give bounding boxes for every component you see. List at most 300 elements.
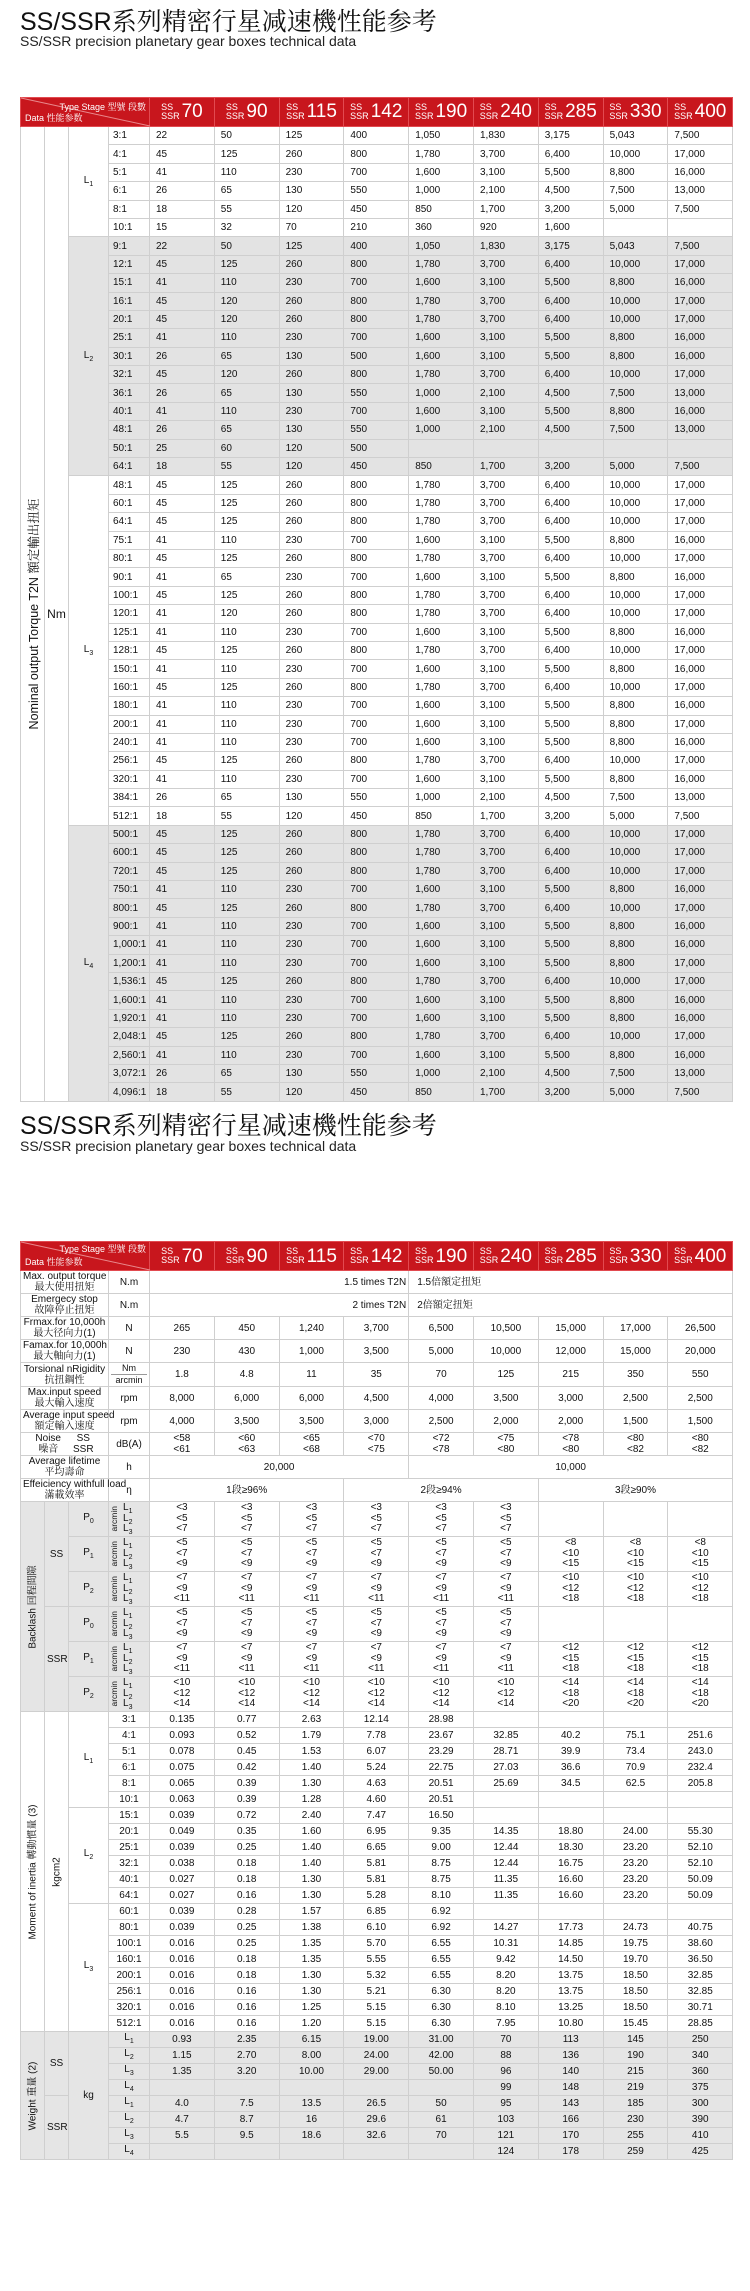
torque-value bbox=[668, 439, 733, 457]
torque-value: 110 bbox=[214, 660, 279, 678]
inertia-value: 1.40 bbox=[279, 1840, 344, 1856]
torque-value: 700 bbox=[344, 715, 409, 733]
label-text: $L_1$ bbox=[123, 1571, 133, 1585]
torque-side-label bbox=[21, 127, 45, 1102]
torque-value: 5,500 bbox=[538, 1009, 603, 1027]
model-size: 400 bbox=[694, 101, 727, 122]
ratio-cell: 10:1 bbox=[109, 218, 150, 236]
inertia-row bbox=[21, 1712, 733, 1728]
label-text: $P_2$ bbox=[83, 1581, 94, 1595]
backlash-value: <14 bbox=[367, 1698, 385, 1710]
inertia-value: 25.69 bbox=[473, 1776, 538, 1792]
value-cell: 350 bbox=[603, 1363, 668, 1387]
inertia-value: 0.16 bbox=[214, 1984, 279, 2000]
ratio-cell: 160:1 bbox=[109, 678, 150, 696]
model-header-90 bbox=[214, 98, 279, 127]
backlash-values bbox=[668, 1537, 733, 1572]
torque-value: 8,800 bbox=[603, 881, 668, 899]
torque-value: 10,000 bbox=[603, 549, 668, 567]
weight-value: 145 bbox=[603, 2032, 668, 2048]
backlash-value: <7 bbox=[370, 1547, 382, 1559]
torque-value: 4,500 bbox=[538, 384, 603, 402]
torque-value: 2,100 bbox=[473, 1064, 538, 1082]
noise-en: Noise bbox=[35, 1433, 61, 1444]
ratio-cell: 720:1 bbox=[109, 862, 150, 880]
inertia-value: 24.73 bbox=[603, 1920, 668, 1936]
torque-value: 10,000 bbox=[603, 844, 668, 862]
torque-value: 230 bbox=[279, 329, 344, 347]
torque-value: 65 bbox=[214, 421, 279, 439]
torque-row bbox=[21, 697, 733, 715]
backlash-value: <14 bbox=[691, 1676, 709, 1688]
subscript: 3 bbox=[128, 1634, 133, 1642]
inertia-row bbox=[21, 1904, 733, 1920]
torque-value: 2,100 bbox=[473, 421, 538, 439]
torque-value: 1,780 bbox=[409, 366, 474, 384]
torque-value: 50 bbox=[214, 237, 279, 255]
backlash-value: <7 bbox=[305, 1523, 318, 1535]
torque-value: 125 bbox=[214, 549, 279, 567]
backlash-value: <14 bbox=[432, 1698, 450, 1710]
torque-value: 550 bbox=[344, 182, 409, 200]
torque-value: 5,500 bbox=[538, 954, 603, 972]
backlash-value: <5 bbox=[500, 1606, 512, 1618]
torque-value: 125 bbox=[279, 127, 344, 145]
torque-value: 800 bbox=[344, 641, 409, 659]
inertia-row bbox=[21, 1792, 733, 1808]
label-text: $L_3$ bbox=[124, 2128, 134, 2141]
backlash-values bbox=[473, 1607, 538, 1642]
backlash-values bbox=[538, 1502, 603, 1537]
series-ss: SS bbox=[161, 102, 174, 112]
backlash-value: <3 bbox=[500, 1501, 512, 1513]
ratio-cell: 800:1 bbox=[109, 899, 150, 917]
inertia-value: 0.135 bbox=[150, 1712, 215, 1728]
noise-value bbox=[409, 1433, 474, 1456]
torque-value: 5,000 bbox=[603, 807, 668, 825]
torque-value: 41 bbox=[150, 402, 215, 420]
inertia-ratio: 80:1 bbox=[109, 1920, 150, 1936]
inertia-value: 1.57 bbox=[279, 1904, 344, 1920]
torque-value: 8,800 bbox=[603, 329, 668, 347]
inertia-unit-text: kgcm2 bbox=[51, 1856, 62, 1887]
model-size: 285 bbox=[565, 101, 597, 122]
torque-value: 800 bbox=[344, 255, 409, 273]
backlash-unit-stage bbox=[109, 1642, 150, 1677]
torque-value: 800 bbox=[344, 476, 409, 494]
backlash-values bbox=[279, 1502, 344, 1537]
torque-value: 260 bbox=[279, 255, 344, 273]
weight-series: SSR bbox=[45, 2096, 69, 2160]
inertia-value: 1.25 bbox=[279, 2000, 344, 2016]
type-stage-label: Type Stage 型號 段數 bbox=[59, 1244, 146, 1254]
backlash-value: <3 bbox=[435, 1501, 447, 1513]
performance-table bbox=[20, 1241, 733, 2160]
inertia-value: 5.21 bbox=[344, 1984, 409, 2000]
torque-value: 3,100 bbox=[473, 163, 538, 181]
model-size: 142 bbox=[370, 101, 403, 122]
backlash-values bbox=[409, 1677, 474, 1712]
torque-value: 32 bbox=[214, 218, 279, 236]
backlash-side-text: Backlash 回程間隙 bbox=[27, 1564, 38, 1649]
inertia-value: 0.016 bbox=[150, 1936, 215, 1952]
backlash-value bbox=[541, 1503, 601, 1514]
torque-value: 3,100 bbox=[473, 660, 538, 678]
torque-value: 8,800 bbox=[603, 163, 668, 181]
backlash-value bbox=[606, 1503, 666, 1514]
inertia-stage bbox=[69, 1904, 109, 2032]
weight-row bbox=[21, 2128, 733, 2144]
label-text: $L_1$ bbox=[123, 1676, 133, 1690]
backlash-values bbox=[344, 1677, 409, 1712]
torque-value: 10,000 bbox=[603, 641, 668, 659]
torque-value: 7,500 bbox=[603, 789, 668, 807]
weight-value: 32.6 bbox=[344, 2128, 409, 2144]
torque-value: 10,000 bbox=[603, 586, 668, 604]
torque-value: 1,600 bbox=[409, 936, 474, 954]
param-label-cn: 故障停止扭矩 bbox=[34, 1305, 95, 1316]
torque-value: 800 bbox=[344, 752, 409, 770]
torque-value: 65 bbox=[214, 789, 279, 807]
torque-value: 230 bbox=[279, 163, 344, 181]
torque-value: 1,000 bbox=[409, 384, 474, 402]
torque-value: 45 bbox=[150, 862, 215, 880]
torque-value: 6,400 bbox=[538, 292, 603, 310]
torque-value: 65 bbox=[214, 1064, 279, 1082]
backlash-stages bbox=[123, 1678, 132, 1710]
weight-value: 3.20 bbox=[214, 2064, 279, 2080]
param-label-en: Max. output torque bbox=[23, 1271, 107, 1282]
backlash-values bbox=[603, 1607, 668, 1642]
unit-cell: η bbox=[109, 1479, 150, 1502]
noise-ss-value: <60 bbox=[238, 1433, 256, 1444]
torque-value: 41 bbox=[150, 917, 215, 935]
stage bbox=[123, 1503, 132, 1514]
inertia-row bbox=[21, 1760, 733, 1776]
label-text: $L_4$ bbox=[124, 2080, 134, 2093]
noise-value bbox=[538, 1433, 603, 1456]
subscript: 3 bbox=[128, 1529, 133, 1537]
torque-value: 17,000 bbox=[668, 825, 733, 843]
torque-value: 230 bbox=[279, 1046, 344, 1064]
backlash-unit-wrap bbox=[109, 1573, 149, 1605]
weight-value: 10.00 bbox=[279, 2064, 344, 2080]
torque-value: 125 bbox=[214, 586, 279, 604]
subscript: 4 bbox=[129, 2150, 134, 2157]
inertia-value: 28.85 bbox=[668, 2016, 733, 2032]
inertia-value: 16.75 bbox=[538, 1856, 603, 1872]
torque-value: 45 bbox=[150, 825, 215, 843]
backlash-value bbox=[606, 1514, 666, 1525]
type-stage-corner bbox=[21, 1242, 150, 1271]
value-cell: 6,500 bbox=[409, 1317, 474, 1340]
subscript: 2 bbox=[128, 1553, 133, 1561]
backlash-values bbox=[668, 1642, 733, 1677]
torque-value: 8,800 bbox=[603, 402, 668, 420]
inertia-value: 1.30 bbox=[279, 1968, 344, 1984]
torque-value: 6,400 bbox=[538, 586, 603, 604]
torque-value: 4,500 bbox=[538, 421, 603, 439]
torque-row bbox=[21, 531, 733, 549]
inertia-row bbox=[21, 1952, 733, 1968]
series-label bbox=[161, 1247, 180, 1265]
torque-value: 6,400 bbox=[538, 310, 603, 328]
backlash-values bbox=[668, 1502, 733, 1537]
model-size: 190 bbox=[435, 1245, 468, 1267]
subscript: 1 bbox=[89, 1657, 94, 1665]
torque-row bbox=[21, 347, 733, 365]
backlash-values bbox=[344, 1572, 409, 1607]
inertia-value: 18.80 bbox=[538, 1824, 603, 1840]
torque-value: 230 bbox=[279, 954, 344, 972]
backlash-value bbox=[670, 1503, 730, 1514]
torque-value: 1,780 bbox=[409, 678, 474, 696]
torque-value: 26 bbox=[150, 421, 215, 439]
series-label bbox=[415, 103, 434, 121]
model-size: 240 bbox=[500, 1245, 532, 1267]
torque-value: 5,500 bbox=[538, 1046, 603, 1064]
backlash-value: <7 bbox=[500, 1547, 512, 1559]
backlash-value: <7 bbox=[500, 1617, 512, 1629]
inertia-value: 50.09 bbox=[668, 1872, 733, 1888]
torque-value: 450 bbox=[344, 458, 409, 476]
torque-value: 17,000 bbox=[668, 310, 733, 328]
backlash-values bbox=[473, 1677, 538, 1712]
backlash-value: <5 bbox=[435, 1512, 447, 1524]
backlash-value: <10 bbox=[562, 1571, 580, 1583]
weight-value: 103 bbox=[473, 2112, 538, 2128]
inertia-row bbox=[21, 1808, 733, 1824]
torque-row bbox=[21, 494, 733, 512]
torque-value: 6,400 bbox=[538, 641, 603, 659]
model-header-142 bbox=[344, 98, 409, 127]
ratio-cell: 2,560:1 bbox=[109, 1046, 150, 1064]
backlash-value bbox=[670, 1514, 730, 1525]
torque-value: 4,500 bbox=[538, 789, 603, 807]
backlash-value: <11 bbox=[303, 1663, 320, 1675]
inertia-value: 0.16 bbox=[214, 1888, 279, 1904]
torque-value: 230 bbox=[279, 715, 344, 733]
backlash-values bbox=[473, 1502, 538, 1537]
subscript: 3 bbox=[89, 1966, 94, 1973]
backlash-value bbox=[670, 1608, 730, 1619]
ratio-cell: 75:1 bbox=[109, 531, 150, 549]
label-text: $L_3$ bbox=[123, 1663, 133, 1677]
weight-row bbox=[21, 2048, 733, 2064]
inertia-value: 6.10 bbox=[344, 1920, 409, 1936]
value-cell: 3,700 bbox=[344, 1317, 409, 1340]
stage bbox=[123, 1594, 132, 1605]
torque-value: 3,100 bbox=[473, 697, 538, 715]
backlash-values bbox=[473, 1642, 538, 1677]
torque-value bbox=[473, 439, 538, 457]
inertia-value bbox=[538, 1904, 603, 1920]
inertia-value bbox=[538, 1712, 603, 1728]
torque-value bbox=[603, 218, 668, 236]
torque-value: 700 bbox=[344, 697, 409, 715]
backlash-value: <12 bbox=[497, 1687, 515, 1699]
noise-value bbox=[214, 1433, 279, 1456]
series-label bbox=[545, 1247, 564, 1265]
inertia-value: 70.9 bbox=[603, 1760, 668, 1776]
inertia-value: 5.15 bbox=[344, 2016, 409, 2032]
torque-row bbox=[21, 218, 733, 236]
torque-value: 17,000 bbox=[668, 752, 733, 770]
ratio-cell: 20:1 bbox=[109, 310, 150, 328]
weight-value: 70 bbox=[473, 2032, 538, 2048]
torque-value: 130 bbox=[279, 347, 344, 365]
subscript: 3 bbox=[89, 650, 94, 658]
torque-value: 230 bbox=[279, 881, 344, 899]
value-cell: 10,500 bbox=[473, 1317, 538, 1340]
torque-value: 10,000 bbox=[603, 145, 668, 163]
efficiency-row bbox=[21, 1479, 733, 1502]
inertia-row bbox=[21, 1728, 733, 1744]
backlash-value: <11 bbox=[238, 1593, 255, 1605]
backlash-value: <10 bbox=[497, 1676, 515, 1688]
weight-value: 410 bbox=[668, 2128, 733, 2144]
weight-value: 29.00 bbox=[344, 2064, 409, 2080]
torque-value: 41 bbox=[150, 605, 215, 623]
backlash-value: <8 bbox=[629, 1536, 642, 1548]
backlash-value bbox=[541, 1619, 601, 1630]
efficiency-2stage: 2段≥94% bbox=[344, 1479, 538, 1502]
inertia-value: 0.35 bbox=[214, 1824, 279, 1840]
ratio-cell: 36:1 bbox=[109, 384, 150, 402]
subscript: 1 bbox=[128, 1647, 133, 1655]
inertia-value: 6.55 bbox=[409, 1936, 474, 1952]
torque-value: 5,500 bbox=[538, 881, 603, 899]
torque-value: 3,100 bbox=[473, 991, 538, 1009]
torque-value: 4,500 bbox=[538, 1064, 603, 1082]
backlash-stages bbox=[123, 1608, 132, 1640]
label-text: $L_2$ bbox=[123, 1547, 133, 1561]
torque-value: 230 bbox=[279, 531, 344, 549]
ratio-cell: 200:1 bbox=[109, 715, 150, 733]
noise-ssr-value: <82 bbox=[626, 1444, 644, 1455]
series-ss: SS bbox=[225, 1246, 238, 1256]
label-text: $L_2$ bbox=[124, 2048, 134, 2061]
torque-row bbox=[21, 605, 733, 623]
torque-value: 17,000 bbox=[668, 972, 733, 990]
label-text: $L_3$ bbox=[123, 1593, 133, 1607]
torque-value: 41 bbox=[150, 991, 215, 1009]
inertia-value: 23.29 bbox=[409, 1744, 474, 1760]
ratio-cell: 64:1 bbox=[109, 513, 150, 531]
value-cell: 1.8 bbox=[150, 1363, 215, 1387]
inertia-value bbox=[603, 1792, 668, 1808]
series-ss: SS bbox=[674, 102, 687, 112]
torque-value: 1,600 bbox=[409, 623, 474, 641]
backlash-unit-wrap bbox=[109, 1608, 149, 1640]
torque-value: 230 bbox=[279, 402, 344, 420]
inertia-value: 2.40 bbox=[279, 1808, 344, 1824]
torque-value: 1,780 bbox=[409, 862, 474, 880]
torque-row bbox=[21, 292, 733, 310]
backlash-value: <12 bbox=[238, 1687, 256, 1699]
model-header-90 bbox=[214, 1242, 279, 1271]
param-label bbox=[21, 1479, 127, 1502]
ratio-cell: 30:1 bbox=[109, 347, 150, 365]
torque-value: 65 bbox=[214, 182, 279, 200]
backlash-value: <7 bbox=[240, 1547, 253, 1559]
inertia-value bbox=[668, 1808, 733, 1824]
subscript: 1 bbox=[89, 1552, 94, 1560]
torque-value: 1,600 bbox=[409, 329, 474, 347]
inertia-value: 8.75 bbox=[409, 1872, 474, 1888]
torque-value: 800 bbox=[344, 549, 409, 567]
inertia-value bbox=[668, 1904, 733, 1920]
backlash-value: <11 bbox=[238, 1663, 255, 1675]
backlash-value: <7 bbox=[240, 1571, 253, 1583]
inertia-ratio: 200:1 bbox=[109, 1968, 150, 1984]
inertia-value: 15.45 bbox=[603, 2016, 668, 2032]
backlash-grade bbox=[69, 1572, 109, 1607]
torque-value: 120 bbox=[279, 200, 344, 218]
subscript: 1 bbox=[129, 2038, 134, 2045]
noise-ss-value: <80 bbox=[691, 1433, 709, 1444]
param-label bbox=[21, 1317, 109, 1340]
backlash-unit-wrap bbox=[109, 1503, 149, 1535]
backlash-values bbox=[473, 1572, 538, 1607]
backlash-value: <7 bbox=[305, 1641, 318, 1653]
backlash-values bbox=[668, 1677, 733, 1712]
weight-value: 9.5 bbox=[214, 2128, 279, 2144]
torque-value: 5,500 bbox=[538, 623, 603, 641]
torque-value: 7,500 bbox=[603, 182, 668, 200]
torque-value: 3,700 bbox=[473, 494, 538, 512]
inertia-row bbox=[21, 1936, 733, 1952]
series-ss: SS bbox=[674, 1246, 687, 1256]
weight-row bbox=[21, 2096, 733, 2112]
ratio-cell: 384:1 bbox=[109, 789, 150, 807]
torque-value: 3,100 bbox=[473, 1009, 538, 1027]
torque-value: 8,800 bbox=[603, 660, 668, 678]
torque-value: 65 bbox=[214, 384, 279, 402]
model-header-cell bbox=[670, 101, 730, 123]
torque-value: 1,600 bbox=[409, 347, 474, 365]
backlash-value: <12 bbox=[626, 1641, 644, 1653]
torque-value: 1,780 bbox=[409, 899, 474, 917]
backlash-values bbox=[214, 1537, 279, 1572]
model-header-330 bbox=[603, 98, 668, 127]
inertia-value: 20.51 bbox=[409, 1776, 474, 1792]
inertia-ratio: 25:1 bbox=[109, 1840, 150, 1856]
torque-value: 3,700 bbox=[473, 844, 538, 862]
inertia-value: 28.71 bbox=[473, 1744, 538, 1760]
series-label bbox=[286, 103, 305, 121]
backlash-row bbox=[21, 1677, 733, 1712]
inertia-value: 10.80 bbox=[538, 2016, 603, 2032]
weight-value bbox=[344, 2080, 409, 2096]
inertia-value: 8.20 bbox=[473, 1968, 538, 1984]
torque-value: 3,100 bbox=[473, 881, 538, 899]
backlash-values bbox=[409, 1502, 474, 1537]
inertia-value: 0.39 bbox=[214, 1776, 279, 1792]
unit-cell: dB(A) bbox=[109, 1433, 150, 1456]
torque-row bbox=[21, 1046, 733, 1064]
torque-value: 17,000 bbox=[668, 145, 733, 163]
series-ssr: SSR bbox=[350, 1255, 369, 1265]
weight-value: 16 bbox=[279, 2112, 344, 2128]
backlash-side bbox=[21, 1502, 45, 1712]
torque-value: 125 bbox=[214, 844, 279, 862]
torque-value: 110 bbox=[214, 954, 279, 972]
torque-value: 700 bbox=[344, 660, 409, 678]
weight-row bbox=[21, 2032, 733, 2048]
backlash-value: <10 bbox=[238, 1676, 256, 1688]
ratio-cell: 128:1 bbox=[109, 641, 150, 659]
